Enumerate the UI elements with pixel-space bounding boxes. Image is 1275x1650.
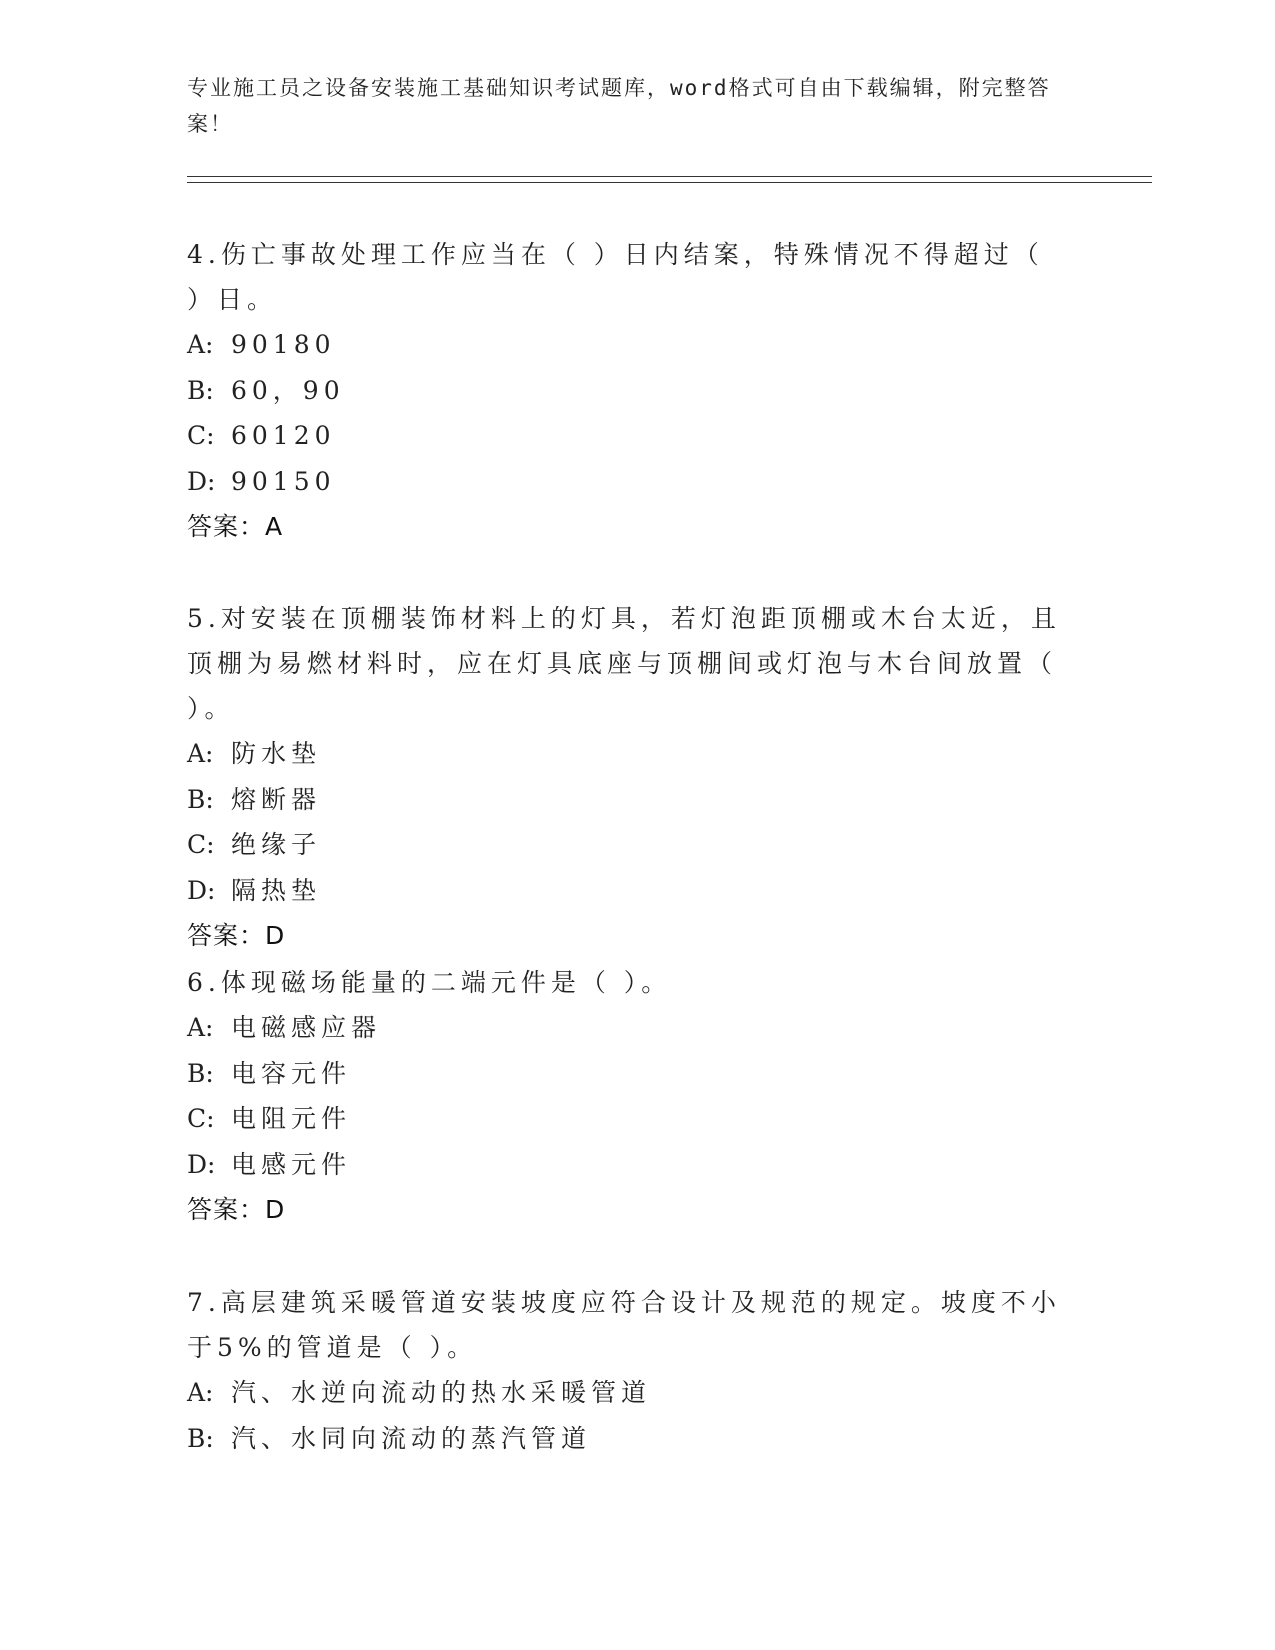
option-text: 90150 (231, 466, 336, 496)
option-b (187, 1416, 1067, 1462)
option-key: A: (187, 1378, 214, 1407)
option-c (187, 822, 1067, 868)
header-divider-bottom (187, 182, 1152, 183)
option-key: B: (187, 1423, 214, 1453)
option-key: D: (187, 1149, 216, 1179)
question-4 (187, 232, 1067, 549)
option-text: 汽、水同向流动的蒸汽管道 (231, 1423, 592, 1453)
option-key: B: (187, 375, 214, 405)
question-5 (187, 596, 1067, 958)
option-key: A: (187, 1013, 214, 1042)
option-key: C: (187, 421, 215, 450)
question-7 (187, 1280, 1067, 1461)
option-key: B: (187, 1058, 214, 1088)
option-b (187, 368, 1067, 414)
option-key: D: (187, 466, 216, 496)
option-key: A: (187, 330, 214, 359)
option-a (187, 1370, 1067, 1416)
option-key: B: (187, 784, 214, 814)
option-text: 熔断器 (231, 784, 322, 814)
option-a (187, 322, 1067, 368)
option-text: 电容元件 (231, 1058, 352, 1088)
option-key: D: (187, 875, 216, 905)
question-stem: 6.体现磁场能量的二端元件是（ ）。 (187, 968, 672, 997)
option-a (187, 1005, 1067, 1051)
option-a (187, 731, 1067, 777)
option-text: 隔热垫 (231, 875, 322, 905)
option-text: 60120 (231, 421, 336, 450)
answer-line: 答案：A (187, 512, 284, 541)
option-d (187, 1142, 1067, 1188)
option-d (187, 868, 1067, 914)
question-stem: 7.高层建筑采暖管道安装坡度应符合设计及规范的规定。坡度不小于5%的管道是（ ）。 (187, 1288, 1061, 1362)
option-key: C: (187, 1104, 215, 1133)
option-text: 电阻元件 (231, 1104, 352, 1133)
option-text: 绝缘子 (231, 830, 322, 859)
header-divider-top (187, 176, 1152, 177)
option-d (187, 459, 1067, 505)
option-key: A: (187, 739, 214, 768)
option-text: 90180 (231, 330, 336, 359)
option-b (187, 1051, 1067, 1097)
option-text: 电磁感应器 (231, 1013, 382, 1042)
option-text: 防水垫 (231, 739, 322, 768)
option-key: C: (187, 830, 215, 859)
option-c (187, 1096, 1067, 1142)
question-stem: 5.对安装在顶棚装饰材料上的灯具，若灯泡距顶棚或木台太近，且顶棚为易燃材料时，应在灯具底座与顶棚间或灯泡与木台间放置（ ）。 (187, 604, 1061, 723)
option-text: 汽、水逆向流动的热水采暖管道 (231, 1378, 652, 1407)
option-b (187, 777, 1067, 823)
answer-line: 答案：D (187, 1195, 286, 1224)
option-text: 60，90 (231, 375, 345, 405)
answer-line: 答案：D (187, 921, 286, 950)
option-text: 电感元件 (231, 1149, 352, 1179)
document-header: 专业施工员之设备安装施工基础知识考试题库，word格式可自由下载编辑，附完整答案！ (187, 76, 1051, 136)
question-stem: 4.伤亡事故处理工作应当在（ ）日内结案，特殊情况不得超过（ ）日。 (187, 240, 1044, 314)
option-c (187, 413, 1067, 459)
question-6 (187, 960, 1067, 1232)
